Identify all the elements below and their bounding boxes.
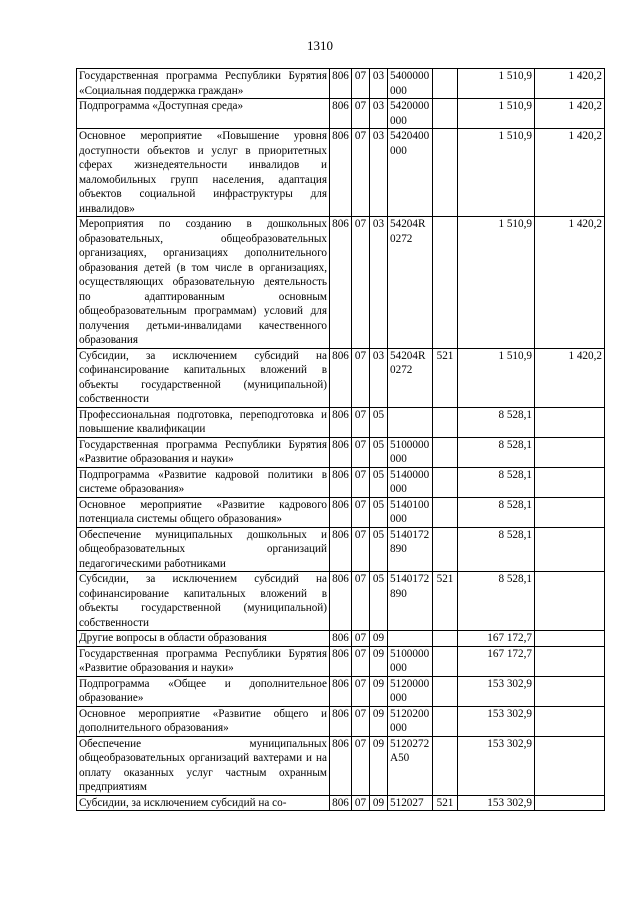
amount-year1-cell: 153 302,9 [458,736,535,795]
target-article-cell [388,407,433,437]
expense-type-cell [433,129,458,217]
expense-type-cell: 521 [433,348,458,407]
amount-year2-cell: 1 420,2 [535,99,605,129]
item-name-cell: Другие вопросы в области образования [77,631,330,647]
subsection-code-cell: 03 [370,217,388,349]
ministry-code-cell: 806 [330,795,352,811]
target-article-cell: 54204R0272 [388,217,433,349]
item-name-cell: Субсидии, за исключением субсидий на со- [77,795,330,811]
expense-type-cell [433,497,458,527]
table-row [77,217,605,349]
table-body [77,69,605,811]
table-row [77,407,605,437]
target-article-cell: 5420000000 [388,99,433,129]
target-article-cell: 5140000000 [388,467,433,497]
table-row [77,676,605,706]
ministry-code-cell: 806 [330,467,352,497]
amount-year2-cell: 1 420,2 [535,69,605,99]
ministry-code-cell: 806 [330,706,352,736]
subsection-code-cell: 05 [370,497,388,527]
section-code-cell: 07 [352,631,370,647]
ministry-code-cell: 806 [330,497,352,527]
item-name-cell: Подпрограмма «Общее и дополнительное образование» [77,676,330,706]
amount-year2-cell [535,467,605,497]
table-row [77,572,605,631]
amount-year2-cell [535,631,605,647]
item-name-cell: Субсидии, за исключением субсидий на софинансирование капитальных вложений в объекты государственной (муниципальной) собственности [77,348,330,407]
ministry-code-cell: 806 [330,129,352,217]
amount-year2-cell [535,795,605,811]
item-name-cell: Государственная программа Республики Бурятия «Социальная поддержка граждан» [77,69,330,99]
table-row [77,631,605,647]
subsection-code-cell: 05 [370,527,388,572]
subsection-code-cell: 05 [370,437,388,467]
section-code-cell: 07 [352,572,370,631]
page-number: 1310 [307,38,333,53]
table-row [77,795,605,811]
target-article-cell: 5100000000 [388,646,433,676]
expense-type-cell [433,437,458,467]
item-name-cell: Обеспечение муниципальных общеобразовательных организаций вахтерами и на оплату оказанных услуг частным охранным предприятиям [77,736,330,795]
expense-type-cell [433,676,458,706]
amount-year2-cell [535,676,605,706]
ministry-code-cell: 806 [330,437,352,467]
ministry-code-cell: 806 [330,348,352,407]
amount-year1-cell: 167 172,7 [458,631,535,647]
ministry-code-cell: 806 [330,99,352,129]
expense-type-cell [433,706,458,736]
amount-year1-cell: 8 528,1 [458,527,535,572]
amount-year2-cell [535,736,605,795]
table-row [77,99,605,129]
expense-type-cell: 521 [433,572,458,631]
subsection-code-cell: 05 [370,407,388,437]
ministry-code-cell: 806 [330,407,352,437]
table-row [77,437,605,467]
section-code-cell: 07 [352,527,370,572]
target-article-cell: 5100000000 [388,437,433,467]
amount-year2-cell: 1 420,2 [535,129,605,217]
target-article-cell: 5420400000 [388,129,433,217]
section-code-cell: 07 [352,736,370,795]
expense-type-cell [433,631,458,647]
amount-year1-cell: 1 510,9 [458,348,535,407]
expense-type-cell: 521 [433,795,458,811]
amount-year2-cell [535,646,605,676]
subsection-code-cell: 03 [370,129,388,217]
item-name-cell: Подпрограмма «Доступная среда» [77,99,330,129]
table-row [77,348,605,407]
item-name-cell: Обеспечение муниципальных дошкольных и общеобразовательных организаций педагогическими работниками [77,527,330,572]
amount-year2-cell: 1 420,2 [535,348,605,407]
section-code-cell: 07 [352,467,370,497]
amount-year1-cell: 8 528,1 [458,497,535,527]
target-article-cell: 5140172890 [388,572,433,631]
table-row [77,497,605,527]
amount-year1-cell: 153 302,9 [458,795,535,811]
amount-year1-cell: 1 510,9 [458,217,535,349]
amount-year2-cell [535,572,605,631]
target-article-cell: 512027 [388,795,433,811]
table-row [77,736,605,795]
section-code-cell: 07 [352,129,370,217]
section-code-cell: 07 [352,676,370,706]
table-row [77,646,605,676]
amount-year1-cell: 8 528,1 [458,437,535,467]
amount-year1-cell: 1 510,9 [458,69,535,99]
amount-year2-cell: 1 420,2 [535,217,605,349]
subsection-code-cell: 09 [370,646,388,676]
section-code-cell: 07 [352,706,370,736]
section-code-cell: 07 [352,646,370,676]
item-name-cell: Профессиональная подготовка, переподготовка и повышение квалификации [77,407,330,437]
item-name-cell: Основное мероприятие «Развитие кадрового потенциала системы общего образования» [77,497,330,527]
table-row [77,129,605,217]
section-code-cell: 07 [352,69,370,99]
subsection-code-cell: 09 [370,736,388,795]
amount-year1-cell: 1 510,9 [458,99,535,129]
item-name-cell: Государственная программа Республики Бурятия «Развитие образования и науки» [77,646,330,676]
ministry-code-cell: 806 [330,572,352,631]
expense-type-cell [433,69,458,99]
expense-type-cell [433,467,458,497]
table-row [77,69,605,99]
item-name-cell: Мероприятия по созданию в дошкольных образовательных, общеобразовательных организациях, организациях дополнительного образования детей (в том числе в организациях, осуществляющих образовательную деятельность по адаптированным основным общеобразовательным программам) условий для получения детьми-инвалидами качественного образования [77,217,330,349]
budget-table [76,68,605,811]
amount-year1-cell: 8 528,1 [458,467,535,497]
table-row [77,706,605,736]
subsection-code-cell: 05 [370,572,388,631]
amount-year2-cell [535,437,605,467]
target-article-cell: 54204R0272 [388,348,433,407]
expense-type-cell [433,99,458,129]
section-code-cell: 07 [352,217,370,349]
amount-year2-cell [535,407,605,437]
section-code-cell: 07 [352,348,370,407]
item-name-cell: Подпрограмма «Развитие кадровой политики в системе образования» [77,467,330,497]
amount-year1-cell: 8 528,1 [458,407,535,437]
subsection-code-cell: 09 [370,631,388,647]
subsection-code-cell: 03 [370,69,388,99]
expense-type-cell [433,646,458,676]
section-code-cell: 07 [352,437,370,467]
target-article-cell: 5120000000 [388,676,433,706]
expense-type-cell [433,217,458,349]
target-article-cell: 5140172890 [388,527,433,572]
expense-type-cell [433,736,458,795]
ministry-code-cell: 806 [330,69,352,99]
item-name-cell: Основное мероприятие «Развитие общего и дополнительного образования» [77,706,330,736]
table-row [77,527,605,572]
ministry-code-cell: 806 [330,217,352,349]
target-article-cell: 5400000000 [388,69,433,99]
table-row [77,467,605,497]
section-code-cell: 07 [352,795,370,811]
target-article-cell: 5120200000 [388,706,433,736]
subsection-code-cell: 09 [370,706,388,736]
item-name-cell: Субсидии, за исключением субсидий на софинансирование капитальных вложений в объекты государственной (муниципальной) собственности [77,572,330,631]
amount-year1-cell: 153 302,9 [458,706,535,736]
section-code-cell: 07 [352,497,370,527]
ministry-code-cell: 806 [330,736,352,795]
item-name-cell: Государственная программа Республики Бурятия «Развитие образования и науки» [77,437,330,467]
subsection-code-cell: 03 [370,348,388,407]
amount-year1-cell: 8 528,1 [458,572,535,631]
amount-year2-cell [535,706,605,736]
ministry-code-cell: 806 [330,676,352,706]
section-code-cell: 07 [352,99,370,129]
item-name-cell: Основное мероприятие «Повышение уровня доступности объектов и услуг в приоритетных сферах жизнедеятельности инвалидов и маломобильных групп населения, адаптация объектов социальной инфраструктуры для инвалидов» [77,129,330,217]
expense-type-cell [433,527,458,572]
section-code-cell: 07 [352,407,370,437]
amount-year2-cell [535,497,605,527]
amount-year2-cell [535,527,605,572]
expense-type-cell [433,407,458,437]
ministry-code-cell: 806 [330,631,352,647]
amount-year1-cell: 153 302,9 [458,676,535,706]
subsection-code-cell: 03 [370,99,388,129]
subsection-code-cell: 05 [370,467,388,497]
target-article-cell [388,631,433,647]
target-article-cell: 5140100000 [388,497,433,527]
amount-year1-cell: 167 172,7 [458,646,535,676]
subsection-code-cell: 09 [370,795,388,811]
ministry-code-cell: 806 [330,646,352,676]
ministry-code-cell: 806 [330,527,352,572]
amount-year1-cell: 1 510,9 [458,129,535,217]
subsection-code-cell: 09 [370,676,388,706]
target-article-cell: 5120272A50 [388,736,433,795]
